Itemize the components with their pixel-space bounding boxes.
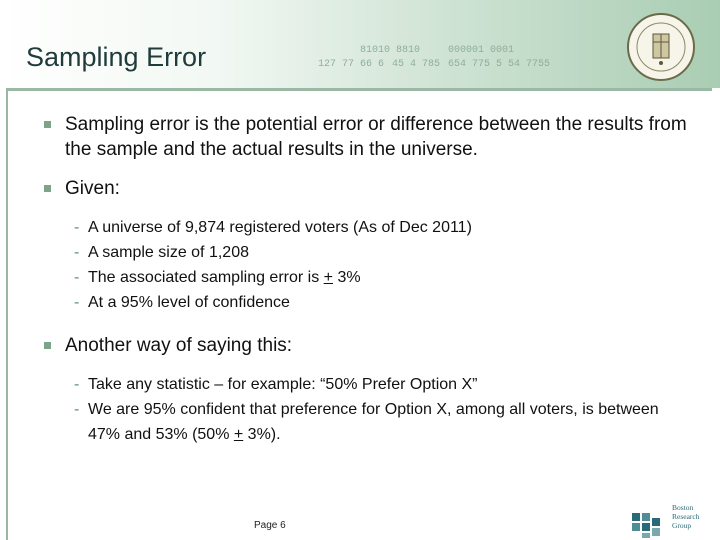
bullet-another-way	[44, 333, 694, 358]
bullet-text: Given:	[65, 178, 120, 199]
list-item-text: At a 95% level of confidence	[88, 294, 290, 311]
bullet-marker	[44, 342, 51, 349]
list-item: - At a 95% level of confidence	[74, 294, 290, 311]
plus-minus-sign: +	[323, 269, 333, 286]
decor-numbers: 654 775 5 54 7755	[448, 59, 551, 70]
logo-text	[672, 503, 699, 530]
slide-content	[44, 112, 694, 465]
bullet-text: Another way of saying this:	[65, 335, 293, 356]
list-item-text: 3%	[333, 269, 361, 286]
decor-numbers: 000001 0001	[448, 45, 515, 56]
list-item: - A sample size of 1,208	[74, 244, 249, 261]
boston-research-group-logo-icon	[632, 511, 668, 539]
bullet-sampling-error	[44, 112, 694, 162]
another-way-list	[44, 372, 694, 447]
header-divider	[6, 88, 712, 91]
logo-text-line: Boston	[672, 503, 694, 512]
logo-text-line: Group	[672, 521, 692, 530]
list-item-text: Take any statistic – for example: “50% Prefer Option X”	[88, 376, 478, 393]
decor-numbers: 45 4 785	[392, 59, 441, 70]
list-item-text: A universe of 9,874 registered voters (As of Dec 2011)	[88, 219, 472, 236]
slide-title: Sampling Error	[26, 42, 207, 72]
bullet-marker	[44, 185, 51, 192]
decor-numbers: 81010 8810	[360, 45, 421, 56]
plus-minus-sign: +	[233, 426, 244, 443]
bullet-text: Sampling error is the potential error or difference between the results from the sample and the actual results in the universe.	[65, 114, 687, 160]
list-item: - The associated sampling error is + 3%	[74, 269, 361, 286]
list-item: - A universe of 9,874 registered voters (As of Dec 2011)	[74, 219, 472, 236]
list-item: - Take any statistic – for example: “50% Prefer Option X”	[74, 376, 478, 393]
list-item-text: A sample size of 1,208	[88, 244, 249, 261]
header-band	[0, 0, 720, 88]
bullet-marker	[44, 121, 51, 128]
bullet-given	[44, 176, 694, 201]
list-item-text: The associated sampling error is	[88, 269, 324, 286]
list-item: - We are 95% confident that preference for Option X, among all voters, is between 47% and 53% (50% + 3%).	[74, 401, 659, 443]
logo-text-line: Research	[672, 512, 700, 521]
seal-icon	[626, 12, 696, 82]
list-item-text: We are 95% confident that preference for Option X, among all voters, is between 47% and 53% (50%	[88, 401, 659, 443]
list-item-text: 3%).	[243, 426, 281, 443]
decor-numbers: 127 77 66 6	[318, 59, 385, 70]
left-border	[6, 91, 8, 540]
page-number: Page 6	[254, 520, 286, 531]
given-list	[44, 215, 694, 315]
